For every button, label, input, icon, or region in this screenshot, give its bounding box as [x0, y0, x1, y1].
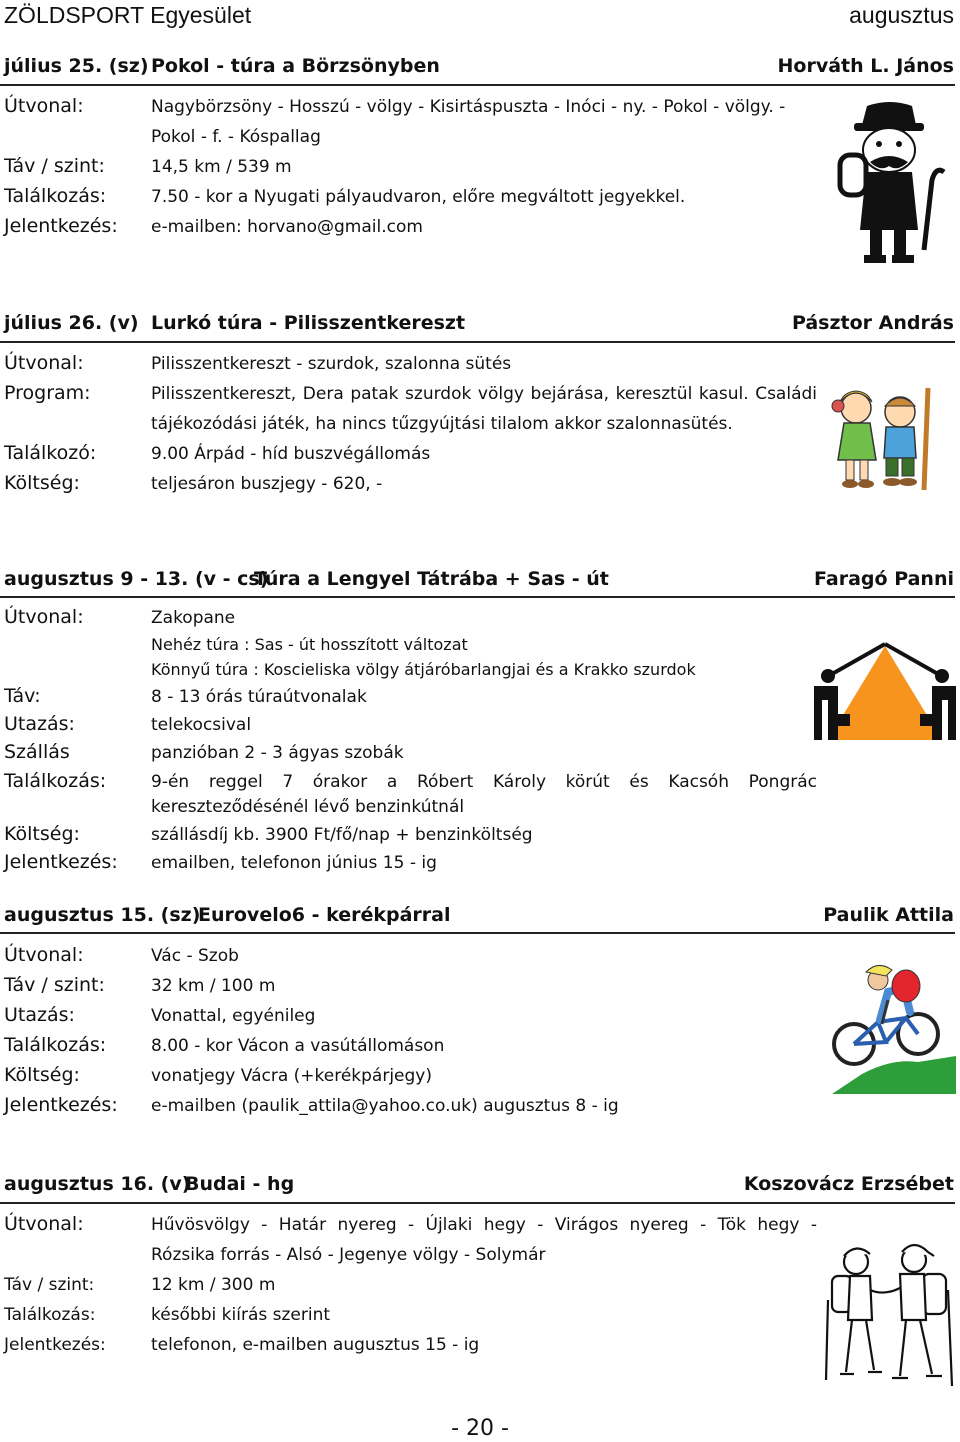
field-value: Pilisszentkereszt, Dera patak szurdok völgy bejárása, keresztül kasul. Családi [151, 384, 817, 404]
field-value: későbbi kiírás szerint [151, 1305, 331, 1325]
field-label: Utazás: [4, 713, 75, 735]
field-label: Program: [4, 382, 91, 404]
field-label: Jelentkezés: [4, 1335, 106, 1355]
field-label: Költség: [4, 472, 80, 494]
field-label: Találkozás: [4, 185, 107, 207]
org-name: ZÖLDSPORT Egyesület [4, 2, 252, 28]
event-date: augusztus 9 - 13. (v - cs) [4, 568, 269, 590]
field-label: Útvonal: [4, 95, 84, 117]
field-value: Vác - Szob [151, 946, 239, 966]
two-children-hikers-icon [820, 378, 940, 498]
field-label: Találkozás: [4, 1305, 96, 1325]
field-value: emailben, telefonon június 15 - ig [151, 853, 437, 873]
field-value: 14,5 km / 539 m [151, 157, 292, 177]
event-title: Lurkó túra - Pilisszentkereszt [151, 312, 466, 334]
event-date: augusztus 16. (v) [4, 1173, 191, 1195]
field-value: Rózsika forrás - Alsó - Jegenye völgy - Solymár [151, 1245, 546, 1265]
field-label: Jelentkezés: [4, 1094, 118, 1116]
field-label: Útvonal: [4, 352, 84, 374]
field-value: teljesáron buszjegy - 620, - [151, 474, 383, 494]
event-leader: Horváth L. János [777, 55, 954, 77]
event-title: Budai - hg [185, 1173, 295, 1195]
field-value: kereszteződésénél lévő benzinkútnál [151, 797, 465, 817]
field-label: Utazás: [4, 1004, 75, 1026]
field-value: 9.00 Árpád - híd buszvégállomás [151, 444, 431, 464]
event-leader: Paulik Attila [823, 904, 954, 926]
mountain-climbers-icon [812, 640, 958, 745]
field-label: Találkozó: [4, 442, 97, 464]
field-label: Útvonal: [4, 606, 84, 628]
field-label: Szállás [4, 741, 70, 763]
event-leader: Koszovácz Erzsébet [743, 1173, 954, 1195]
field-label: Táv / szint: [4, 1275, 95, 1295]
field-value: Könnyű túra : Koscieliska völgy átjáróbarlangjai és a Krakko szurdok [151, 660, 696, 679]
field-label: Táv / szint: [4, 155, 105, 177]
field-value: Nehéz túra : Sas - út hosszított változat [151, 635, 468, 654]
hiker-with-cane-icon [832, 100, 947, 265]
field-value: telekocsival [151, 715, 252, 735]
field-value: e-mailben (paulik_attila@yahoo.co.uk) augusztus 8 - ig [151, 1096, 619, 1116]
field-label: Útvonal: [4, 1213, 84, 1235]
field-value: szállásdíj kb. 3900 Ft/fő/nap + benzinköltség [151, 825, 533, 845]
field-label: Útvonal: [4, 944, 84, 966]
section-divider [0, 341, 955, 343]
field-label: Táv: [4, 685, 41, 707]
field-label: Költség: [4, 823, 80, 845]
field-value: telefonon, e-mailben augusztus 15 - ig [151, 1335, 480, 1355]
section-divider [0, 1202, 955, 1204]
field-value: e-mailben: horvano@gmail.com [151, 217, 423, 237]
walking-couple-icon [822, 1240, 956, 1390]
field-label: Találkozás: [4, 770, 107, 792]
event-leader: Pásztor András [791, 312, 954, 334]
field-value: vonatjegy Vácra (+kerékpárjegy) [151, 1066, 432, 1086]
field-value: panzióban 2 - 3 ágyas szobák [151, 743, 404, 763]
field-value: 12 km / 300 m [151, 1275, 276, 1295]
section-divider [0, 84, 955, 86]
field-value: Nagybörzsöny - Hosszú - völgy - Kisirtáspuszta - Inóci - ny. - Pokol - völgy. - [151, 97, 786, 117]
field-value: Vonattal, egyénileg [151, 1006, 316, 1026]
field-value: 8.00 - kor Vácon a vasútállomáson [151, 1036, 445, 1056]
field-value: 9-én reggel 7 órakor a Róbert Károly körút és Kacsóh Pongrác [151, 772, 817, 792]
event-leader: Faragó Panni [814, 568, 954, 590]
field-label: Táv / szint: [4, 974, 105, 996]
event-date: augusztus 15. (sz) [4, 904, 201, 926]
field-label: Találkozás: [4, 1034, 107, 1056]
cyclist-icon [822, 962, 956, 1094]
field-value: 7.50 - kor a Nyugati pályaudvaron, előre megváltott jegyekkel. [151, 187, 686, 207]
field-value: Hűvösvölgy - Határ nyereg - Újlaki hegy - Virágos nyereg - Tök hegy - [151, 1215, 817, 1235]
event-title: Pokol - túra a Börzsönyben [151, 55, 440, 77]
field-value: tájékozódási játék, ha nincs tűzgyújtási tilalom akkor szalonnasütés. [151, 414, 733, 434]
event-date: július 25. (sz) [4, 55, 149, 77]
event-date: július 26. (v) [4, 312, 139, 334]
event-title: Eurovelo6 - kerékpárral [198, 904, 451, 926]
field-label: Költség: [4, 1064, 80, 1086]
section-divider [0, 932, 955, 934]
field-label: Jelentkezés: [4, 851, 118, 873]
field-value: 32 km / 100 m [151, 976, 276, 996]
page-number: - 20 - [451, 1416, 509, 1441]
section-divider [0, 596, 955, 598]
month-label: augusztus [849, 2, 954, 28]
field-value: Zakopane [151, 608, 236, 628]
field-value: 8 - 13 órás túraútvonalak [151, 687, 367, 707]
event-title: Túra a Lengyel Tátrába + Sas - út [254, 568, 609, 590]
field-value: Pokol - f. - Kóspallag [151, 127, 321, 147]
field-value: Pilisszentkereszt - szurdok, szalonna sütés [151, 354, 512, 374]
field-label: Jelentkezés: [4, 215, 118, 237]
